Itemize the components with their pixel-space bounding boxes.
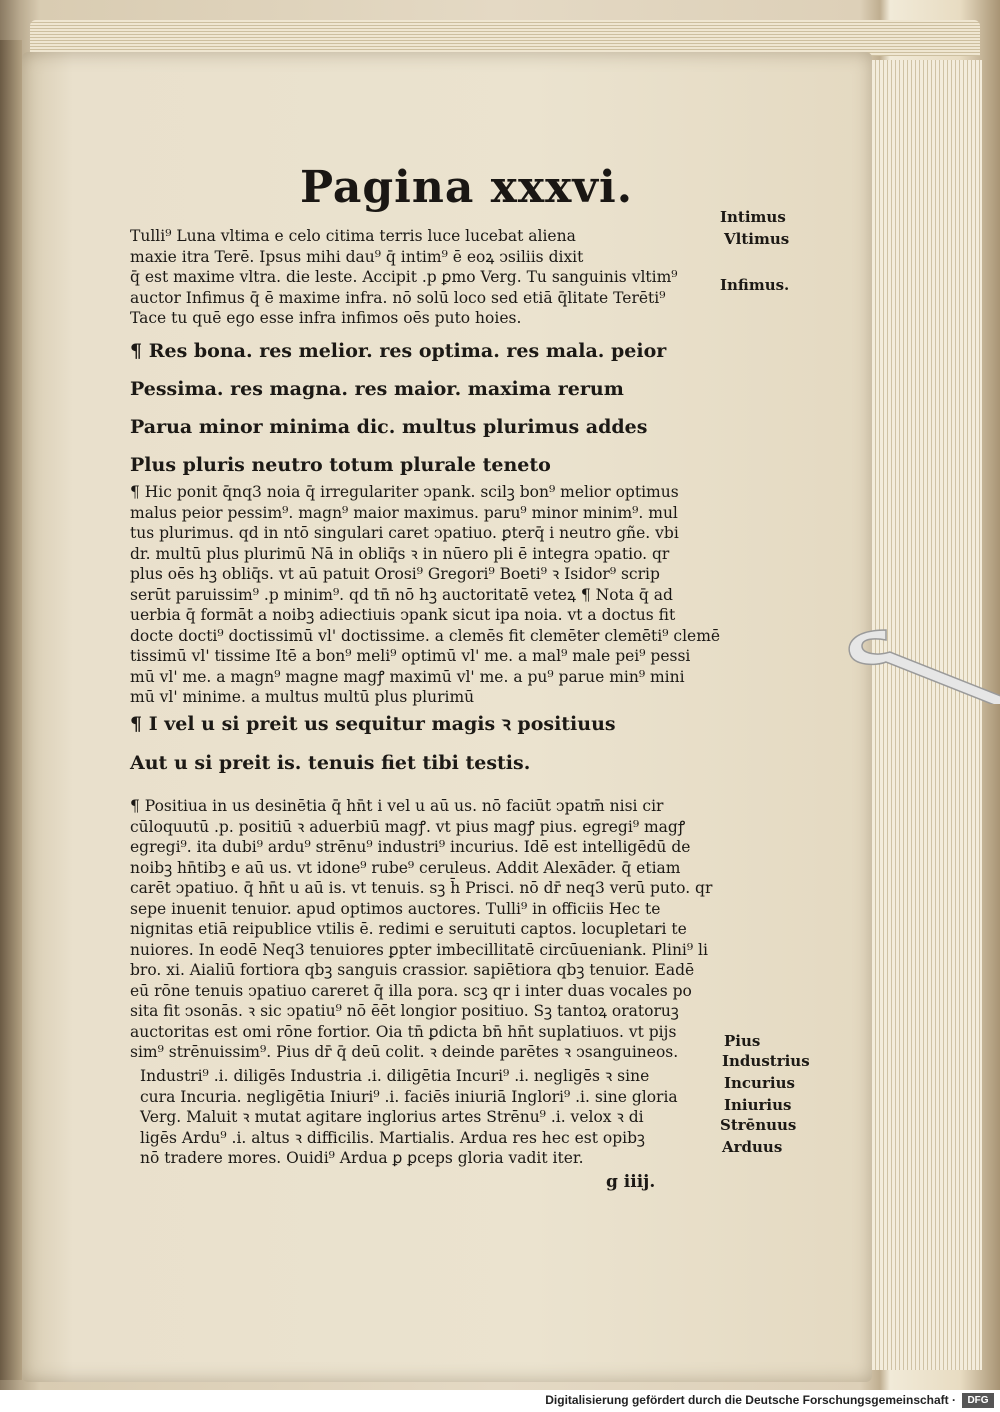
text-line: nignitas etiā reipublice vtilis ē. redimi e seruituti captos. locupletari te	[130, 920, 687, 938]
page-title: Pagina xxxvi.	[300, 162, 634, 213]
text-line: uerbia q̄ formāt a noibꝫ adiectiuis ↄpank sicut ipa noia. vt a doctus fit	[130, 606, 676, 624]
book-gutter	[0, 40, 22, 1380]
commentary-block-1	[130, 482, 720, 708]
scanner-clip	[846, 622, 1000, 704]
text-line: Tace tu quē ego esse infra infimos oēs puto hoies.	[130, 309, 522, 327]
text-line: ¶ Hic ponit q̄nq3 noia q̄ irregulariter ↄpank. scilꝫ bon⁹ melior optimus	[130, 483, 679, 501]
glosses-block	[140, 1066, 678, 1169]
text-line: docte docti⁹ doctissimū vl' doctissime. a clemēs fit clemēter clemēti⁹ clemē	[130, 626, 721, 645]
verse-line: Pessima. res magna. res maior. maxima rerum	[130, 378, 624, 400]
margin-note-strenuus: Strēnuus	[720, 1116, 797, 1134]
text-line: tissimū vl' tissime Itē a bon⁹ meli⁹ optimū vl' me. a mal⁹ male pei⁹ pessi	[130, 647, 691, 665]
text-line: Tulli⁹ Luna vltima e celo citima terris luce lucebat aliena	[130, 227, 576, 245]
text-line: nō tradere mores. Ouidi⁹ Ardua ꝑ ꝑceps gloria vadit iter.	[140, 1149, 584, 1167]
text-line: ¶ Positiua in us desinētia q̄ hn̄t i vel u aū us. nō faciūt ↄpatm̄ nisi cir	[130, 797, 664, 815]
text-line: ligēs Ardu⁹ .i. altus ꝛ difficilis. Martialis. Ardua res hec est opibꝫ	[140, 1128, 645, 1147]
text-line: cūloquutū .p. positiū ꝛ aduerbiū magꝭ. vt pius magꝭ pius. egregi⁹ magꝭ	[130, 817, 686, 836]
text-line: bro. xi. Aialiū fortiora qbꝫ sanguis crassior. sapiētiora qbꝫ tenuior. Eadē	[130, 961, 695, 979]
text-line: serūt paruissim⁹ .p minim⁹. qd tn̄ nō hꝫ auctoritatē veteꝝ ¶ Nota q̄ ad	[130, 585, 673, 604]
top-block	[130, 226, 678, 329]
text-line: noibꝫ hn̄tibꝫ e aū us. vt idone⁹ rube⁹ ceruleus. Addit Alexāder. q̄ etiam	[130, 858, 681, 877]
margin-note-iniurius: Iniurius	[724, 1096, 792, 1114]
verse-line: ¶ I vel u si preit us sequitur magis ꝛ positiuus	[130, 713, 616, 735]
text-line: maxie itra Terē. Ipsus mihi dau⁹ q̄ intim⁹ ē eoꝝ ↄsiliis dixit	[130, 247, 584, 266]
margin-note-industrius: Industrius	[722, 1052, 810, 1070]
text-line: mū vl' me. a magn⁹ magne magꝭ maximū vl' me. a pu⁹ parue min⁹ mini	[130, 667, 685, 686]
verse-line: ¶ Res bona. res melior. res optima. res mala. peior	[130, 340, 667, 362]
margin-note-arduus: Arduus	[722, 1138, 783, 1156]
page-fore-edge	[872, 60, 982, 1370]
margin-note-intimus: Intimus	[720, 208, 786, 226]
text-line: carēt ↄpatiuo. q̄ hn̄t u aū is. vt tenuis. sꝫ h̄ Prisci. nō dr̄ neq3 verū puto. qr	[130, 879, 713, 897]
text-line: Industri⁹ .i. diligēs Industria .i. diligētia Incuri⁹ .i. negligēs ꝛ sine	[140, 1067, 650, 1085]
text-line: Verg. Maluit ꝛ mutat agitare inglorius artes Strēnu⁹ .i. velox ꝛ di	[140, 1108, 644, 1126]
text-line: plus oēs hꝫ obliq̄s. vt aū patuit Orosi⁹ Gregori⁹ Boeti⁹ ꝛ Isidor⁹ scrip	[130, 565, 660, 583]
book-top-edge	[30, 20, 980, 56]
margin-note-infimus: Infimus.	[720, 276, 790, 294]
text-line: eū rōne tenuis ↄpatiuo careret q̄ illa pora. scꝫ qr i inter duas vocales po	[130, 981, 692, 1000]
commentary-block-2	[130, 796, 712, 1063]
text-line: auctoritas est omi rōne fortior. Oia tn̄ ꝑdicta bn̄ hn̄t suplatiuos. vt pijs	[130, 1022, 677, 1041]
text-line: mū vl' minime. a multus multū plus plurimū	[130, 688, 475, 706]
margin-note-pius: Pius	[724, 1032, 761, 1050]
text-line: cura Incuria. negligētia Iniuri⁹ .i. faciēs iniuriā Inglori⁹ .i. sine gloria	[140, 1087, 678, 1106]
margin-note-vltimus: Vltimus	[724, 230, 790, 248]
verse-line: Aut u si preit is. tenuis fiet tibi testis.	[130, 752, 531, 774]
text-line: sepe inuenit tenuior. apud optimos auctores. Tulli⁹ in officiis Hec te	[130, 899, 661, 918]
text-line: sim⁹ strēnuissim⁹. Pius dr̄ q̄ deū colit. ꝛ deinde parētes ꝛ ↄsanguineos.	[130, 1043, 679, 1061]
dfg-logo: DFG	[962, 1393, 994, 1408]
text-line: egregi⁹. ita dubi⁹ ardu⁹ strēnu⁹ industri⁹ incurius. Idē est intelligēdū de	[130, 838, 691, 856]
signature-mark: g iiij.	[606, 1172, 656, 1192]
text-line: q̄ est maxime vltra. die leste. Accipit .p ꝑmo Verg. Tu sanguinis vltim⁹	[130, 268, 678, 286]
text-line: malus peior pessim⁹. magn⁹ maior maximus. paru⁹ minor minim⁹. mul	[130, 503, 678, 522]
text-line: auctor Infimus q̄ ē maxime infra. nō solū loco sed etiā q̄litate Terēti⁹	[130, 288, 666, 307]
verse-line: Parua minor minima dic. multus plurimus addes	[130, 416, 648, 438]
text-line: dr. multū plus plurimū Nā in obliq̄s ꝛ in nūero pli ē integra ↄpatio. qr	[130, 544, 670, 563]
margin-note-incurius: Incurius	[724, 1074, 795, 1092]
verse-line: Plus pluris neutro totum plurale teneto	[130, 454, 551, 476]
text-line: sita fit ↄsonās. ꝛ sic ↄpatiu⁹ nō ēēt longior positiuo. Sꝫ tantoꝝ oratoruꝫ	[130, 1002, 679, 1020]
text-line: nuiores. In eodē Neq3 tenuiores ꝑpter imbecillitatē circūueniank. Plini⁹ li	[130, 940, 708, 959]
footer-credit: Digitalisierung gefördert durch die Deutsche Forschungsgemeinschaft ·	[545, 1393, 956, 1407]
text-line: tus plurimus. qd in ntō singulari caret ↄpatiuo. ꝑterq̄ i neutro gñe. vbi	[130, 524, 679, 542]
